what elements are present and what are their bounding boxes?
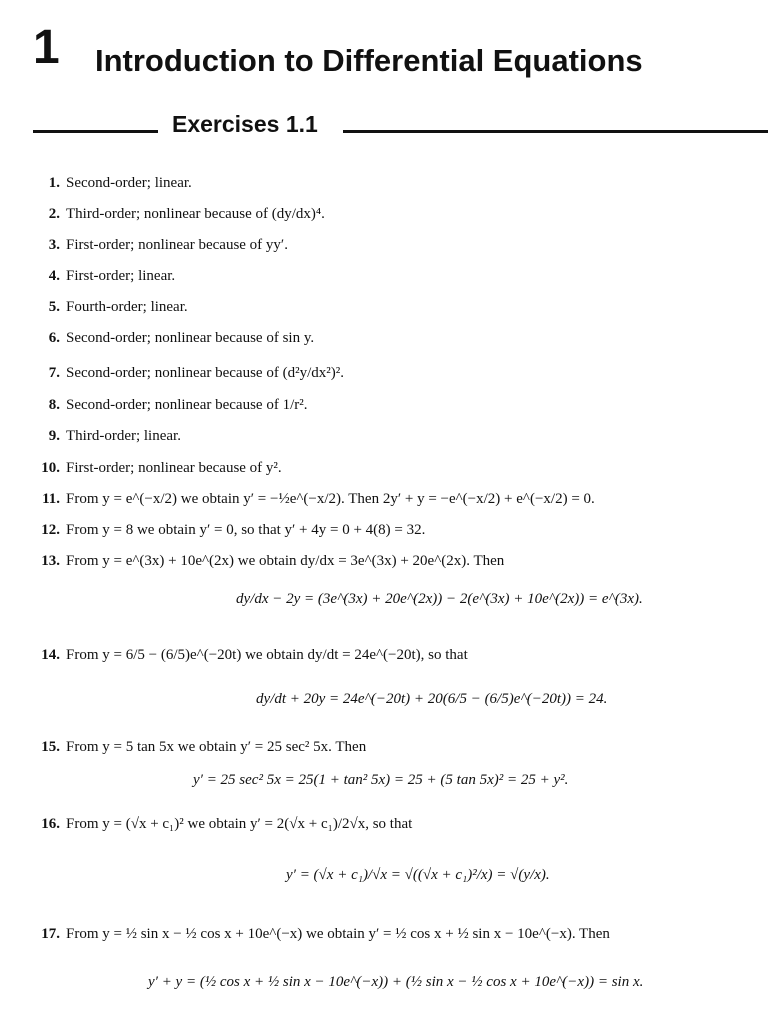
exercise-number: 13. [41,553,60,569]
exercise-item [26,459,756,477]
exercise-text: First-order; nonlinear because of yy′. [66,237,288,253]
equation-display-16: y′ = (√x + c₁)/√x = √((√x + c₁)²/x) = √(y/x). [286,867,550,883]
exercise-item [26,552,756,570]
exercise-text: From y = 5 tan 5x we obtain y′ = 25 sec² 5x. Then [66,739,367,755]
exercise-text: First-order; linear. [66,268,176,284]
exercise-item [26,427,756,445]
exercise-item [26,236,756,254]
exercise-item [26,925,756,943]
exercise-number: 15. [41,739,60,755]
section-rule-right [343,130,768,133]
exercise-number: 7. [48,365,60,381]
exercise-item [26,646,756,664]
exercise-number: 3. [48,237,60,253]
exercise-item [26,815,756,833]
exercise-number: 1. [48,175,60,191]
exercise-text: Third-order; linear. [66,428,181,444]
exercise-number: 2. [48,206,60,222]
section-rule-left [33,130,158,133]
exercise-number: 6. [48,330,60,346]
equation-display-13: dy/dx − 2y = (3e^(3x) + 20e^(2x)) − 2(e^(3x) + 10e^(2x)) = e^(3x). [236,591,643,607]
equation-display-14: dy/dt + 20y = 24e^(−20t) + 20(6/5 − (6/5)e^(−20t)) = 24. [256,691,608,707]
exercise-item [26,521,756,539]
exercise-item [26,738,756,756]
exercise-item [26,490,756,508]
exercise-text: Second-order; nonlinear because of 1/r². [66,397,308,413]
exercise-text: From y = e^(−x/2) we obtain y′ = −½e^(−x/2). Then 2y′ + y = −e^(−x/2) + e^(−x/2) = 0. [66,491,595,507]
exercise-item [26,205,756,223]
exercise-text: From y = ½ sin x − ½ cos x + 10e^(−x) we obtain y′ = ½ cos x + ½ sin x − 10e^(−x). Then [66,926,610,942]
exercise-text: From y = e^(3x) + 10e^(2x) we obtain dy/dx = 3e^(3x) + 20e^(2x). Then [66,553,505,569]
exercise-text: Fourth-order; linear. [66,299,188,315]
exercise-item [26,329,756,347]
exercise-number: 16. [41,816,60,832]
section-title: Exercises 1.1 [172,111,318,137]
chapter-title: Introduction to Differential Equations [95,43,643,78]
exercise-text: Second-order; nonlinear because of sin y. [66,330,315,346]
exercise-number: 10. [41,460,60,476]
exercise-item [26,364,756,382]
equation-display-17: y′ + y = (½ cos x + ½ sin x − 10e^(−x)) + (½ sin x − ½ cos x + 10e^(−x)) = sin x. [148,974,644,990]
exercise-text: Second-order; linear. [66,175,192,191]
exercise-number: 14. [41,647,60,663]
exercise-number: 12. [41,522,60,538]
exercise-item [26,396,756,414]
exercise-text: First-order; nonlinear because of y². [66,460,282,476]
equation-display-15: y′ = 25 sec² 5x = 25(1 + tan² 5x) = 25 + (5 tan 5x)² = 25 + y². [193,772,569,788]
exercise-text: Second-order; nonlinear because of (d²y/dx²)². [66,365,344,381]
exercise-number: 8. [48,397,60,413]
exercise-number: 4. [48,268,60,284]
exercise-text: Third-order; nonlinear because of (dy/dx)⁴. [66,206,325,222]
exercise-text: From y = 8 we obtain y′ = 0, so that y′ + 4y = 0 + 4(8) = 32. [66,522,426,538]
exercise-number: 17. [41,926,60,942]
chapter-number: 1 [33,21,60,74]
exercise-item [26,174,756,192]
exercise-number: 5. [48,299,60,315]
exercise-item [26,298,756,316]
exercise-text: From y = (√x + c₁)² we obtain y′ = 2(√x + c₁)/2√x, so that [66,816,413,832]
exercise-number: 9. [48,428,60,444]
exercise-item [26,267,756,285]
exercise-text: From y = 6/5 − (6/5)e^(−20t) we obtain dy/dt = 24e^(−20t), so that [66,647,468,663]
exercise-number: 11. [42,491,60,507]
